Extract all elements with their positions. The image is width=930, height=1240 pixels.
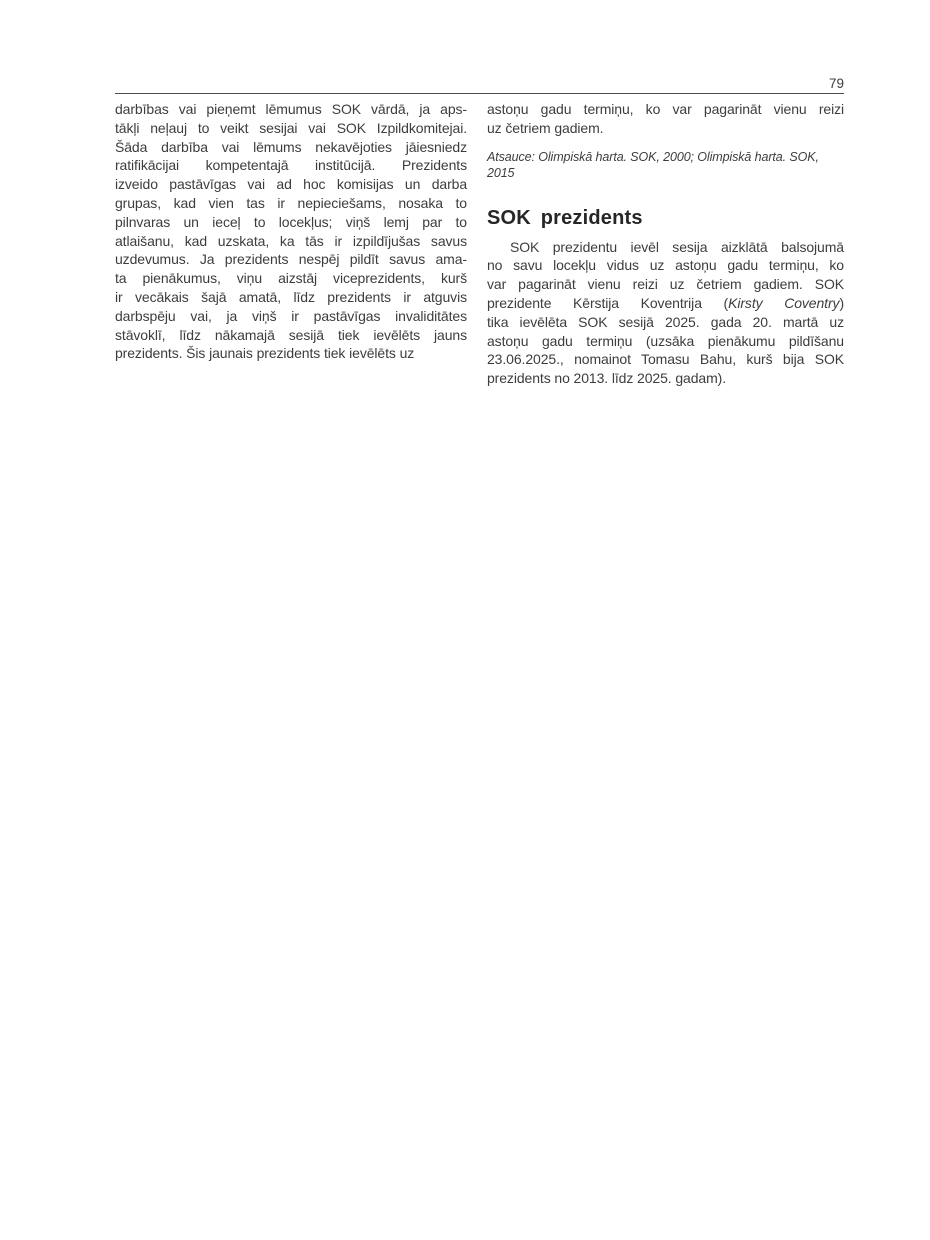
body-line: uz četriem gadiem. (487, 119, 604, 136)
paragraph-line: tika ievēlēta SOK sesijā 2025. gada 20. martā uz (487, 313, 844, 330)
body-line: ta pienākumus, viņu aizstāj viceprezidents, kurš (115, 270, 467, 287)
paragraph-line: prezidents no 2013. līdz 2025. gadam). (487, 370, 727, 387)
body-line: uzdevumus. Ja prezidents nespēj pildīt savus ama- (115, 251, 467, 268)
paragraph-text: ) (839, 294, 844, 311)
body-line: izveido pastāvīgas vai ad hoc komisijas un darba (115, 176, 467, 193)
paragraph-line: no savu locekļu vidus uz astoņu gadu termiņu, ko (487, 257, 844, 274)
section-heading: SOK prezidents (487, 206, 643, 229)
left-column (115, 100, 467, 388)
paragraph-line: SOK prezidentu ievēl sesija aizklātā balsojumā (510, 238, 844, 255)
body-line: astoņu gadu termiņu, ko var pagarināt vienu reizi (487, 101, 844, 117)
body-line: prezidents. Šis jaunais prezidents tiek ievēlēts uz (115, 345, 415, 362)
body-line: atlaišanu, kad uzskata, ka tās ir izpildījušas savus (115, 232, 467, 249)
paragraph-line: var pagarināt vienu reizi uz četriem gadiem. SOK (487, 276, 844, 293)
header-rule (115, 93, 844, 94)
body-line: darbspēju vai, ja viņš ir pastāvīgas invaliditātes (115, 307, 467, 324)
body-line: ratifikācijai kompetentajā institūcijā. Prezidents (115, 157, 467, 174)
body-line: ir vecākais šajā amatā, līdz prezidents ir atguvis (115, 288, 467, 305)
body-line: Šāda darbība vai lēmums nekavējoties jāiesniedz (115, 138, 467, 155)
italic-name: Kirsty Coventry (728, 294, 840, 311)
paragraph-line: astoņu gadu termiņu (uzsāka pienākumu pildīšanu (487, 332, 844, 349)
body-line: darbības vai pieņemt lēmumus SOK vārdā, ja aps- (115, 101, 467, 117)
body-line: tākļi neļauj to veikt sesijai vai SOK Izpildkomitejai. (115, 119, 467, 136)
paragraph-text: prezidente Kērstija Koventrija ( (487, 294, 729, 311)
paragraph-line: 23.06.2025., nomainot Tomasu Bahu, kurš bija SOK (487, 351, 844, 368)
reference-line: Atsauce: Olimpiskā harta. SOK, 2000; Olimpiskā harta. SOK, 2015 (487, 149, 819, 180)
paragraph-line (487, 294, 844, 313)
page-number: 79 (828, 76, 844, 91)
body-line: grupas, kad vien tas ir nepieciešams, nosaka to (115, 194, 467, 211)
body-line: stāvoklī, līdz nākamajā sesijā tiek ievēlēts jauns (115, 326, 467, 343)
body-line: pilnvaras un ieceļ to locekļus; viņš lemj par to (115, 213, 467, 230)
two-column-layout (115, 100, 844, 388)
right-column (487, 100, 844, 388)
